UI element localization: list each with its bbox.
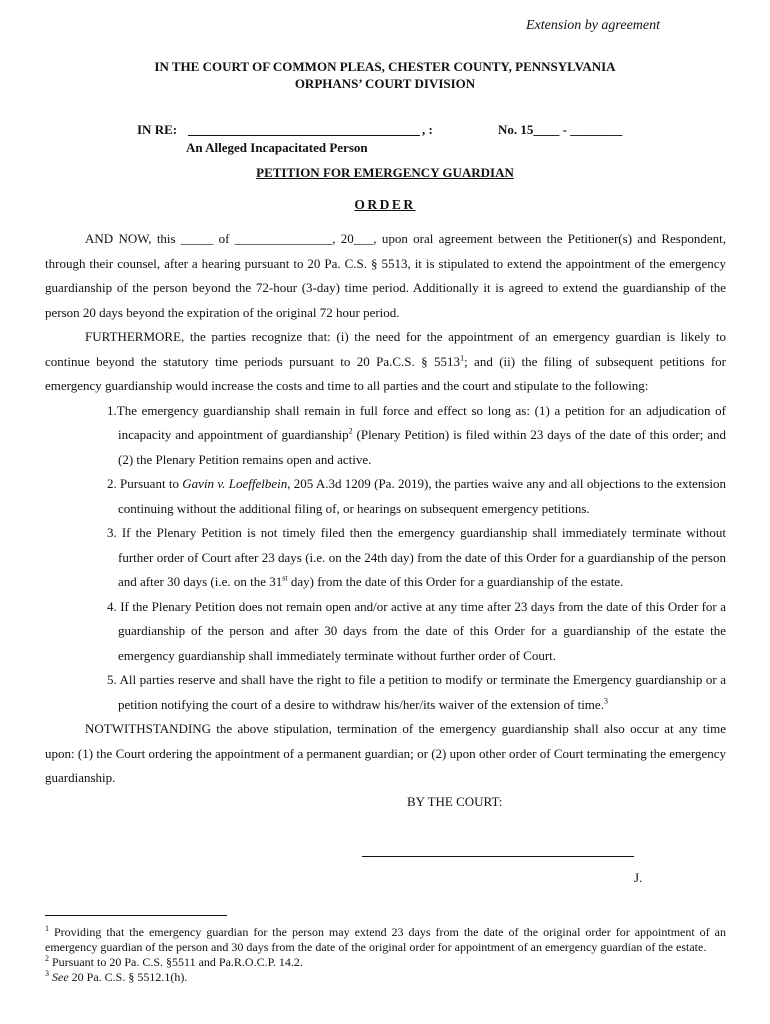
order-heading: ORDER xyxy=(354,197,416,212)
stipulation-list xyxy=(45,399,726,718)
respondent-name-blank xyxy=(188,135,420,136)
in-re-trailing-punctuation: , : xyxy=(422,122,433,137)
footnote-ref-3: 3 xyxy=(603,696,608,706)
footnote-separator xyxy=(45,915,227,916)
footnote-1: $^1$ Providing that the emergency guardian for the person may extend 23 days from the date of the original order for appointment of an emergency guardian of the person and 30 days from the date of the original order for appointment of an emergency guardian of the estate. xyxy=(45,924,726,954)
case-citation: Gavin v. Loeffelbein xyxy=(182,476,288,491)
judge-designation: J. xyxy=(634,870,643,885)
signature-line xyxy=(362,856,634,857)
petition-title: PETITION FOR EMERGENCY GUARDIAN xyxy=(256,165,514,180)
order-body xyxy=(45,227,726,791)
footnote-2: $^2$ Pursuant to 20 Pa. C.S. §5511 and Pa.R.O.C.P. 14.2. xyxy=(45,954,303,969)
footnotes xyxy=(45,925,726,985)
footnote-ref-2: 2 xyxy=(348,426,353,436)
footnote-ref-1: 1 xyxy=(460,353,465,363)
by-the-court-label: BY THE COURT: xyxy=(407,794,503,809)
paragraph-and-now: AND NOW, this _____ of _______________, 20___, upon oral agreement between the Petitioner(s) and Respondent, through their counsel, after a hearing pursuant to 20 Pa. C.S. § 5513, it is stipulated to extend the appointment of the emergency guardianship of the person beyond the 72-hour (3-day) time period. Additionally it is agreed to extend the guardianship of the person 20 days beyond the expiration of the original 72 hour period. xyxy=(45,231,726,320)
paragraph-furthermore: FURTHERMORE, the parties recognize that: (i) the need for the appointment of an emergency guardian is likely to continue beyond the statutory time periods pursuant to 20 Pa.C.S. § 5513$^1$; and (ii) the filing of subsequent petitions for emergency guardianship would increase the costs and time to all parties and the court and stipulate to the following: xyxy=(45,329,726,393)
case-number: No. 15____ - ________ xyxy=(498,122,623,137)
footnote-3: $^3$ See 20 Pa. C.S. § 5512.1(h). xyxy=(45,969,188,984)
paragraph-notwithstanding: NOTWITHSTANDING the above stipulation, termination of the emergency guardianship shall also occur at any time upon: (1) the Court ordering the appointment of a permanent guardian; or (2) upon other order of Court terminating the emergency guardianship. xyxy=(45,721,726,785)
stipulation-item-3: 3. If the Plenary Petition is not timely filed then the emergency guardianship shall immediately terminate without further order of Court after 23 days (i.e. on the 24th day) from the date of this Order for a guardianship of the person and after 30 days (i.e. on the 31st day) from the date of this Order for a guardianship of the estate. xyxy=(107,525,726,589)
stipulation-item-5: 5. All parties reserve and shall have the right to file a petition to modify or terminate the Emergency guardianship or a petition notifying the court of a desire to withdraw his/her/its waiver of the extension of time.$^3$ xyxy=(107,672,726,712)
document-header-note: Extension by agreement xyxy=(526,18,660,33)
stipulation-item-4: 4. If the Plenary Petition does not remain open and/or active at any time after 23 days from the date of this Order for a guardianship of the person and after 30 days from the date of this Order for a guardianship of the estate the emergency guardianship shall immediately terminate without further order of Court. xyxy=(107,598,726,663)
ordinal-suffix: st xyxy=(282,573,288,583)
court-division: ORPHANS’ COURT DIVISION xyxy=(294,76,476,91)
court-heading xyxy=(0,58,770,92)
in-re-label: IN RE: xyxy=(137,122,178,137)
stipulation-item-1: 1.The emergency guardianship shall remain in full force and effect so long as: (1) a petition for an adjudication of incapacity and appointment of guardianship$^2$ (Plenary Petition) is filed within 23 days of the date of this order; and (2) the Plenary Petition remains open and active. xyxy=(107,402,726,467)
court-name: IN THE COURT OF COMMON PLEAS, CHESTER COUNTY, PENNSYLVANIA xyxy=(154,59,616,74)
party-designation: An Alleged Incapacitated Person xyxy=(186,140,368,155)
stipulation-item-2: 2. Pursuant to Gavin v. Loeffelbein, 205 A.3d 1209 (Pa. 2019), the parties waive any and all objections to the extension continuing without the additional filing of, or hearings on subsequent emergency petitions. xyxy=(107,476,727,516)
